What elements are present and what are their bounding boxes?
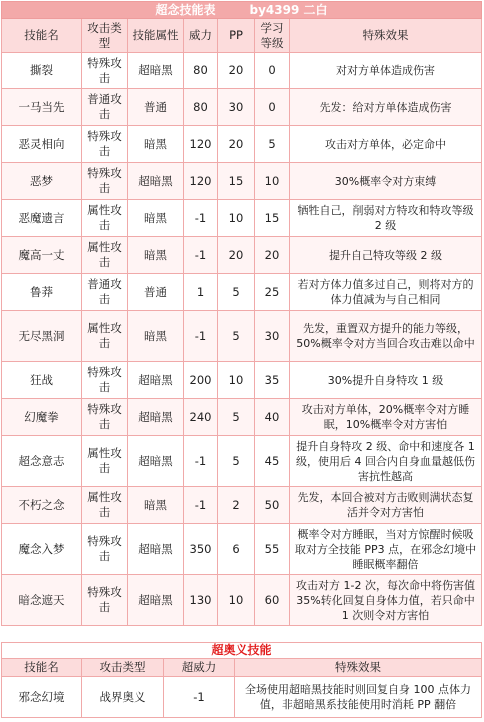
table-row	[2, 575, 482, 626]
skill-attr: 普通	[128, 89, 184, 126]
ultimate-title: 超奥义技能	[2, 643, 482, 659]
skill-effect: 30%提升自身特攻 1 级	[290, 362, 482, 399]
skill-type: 普通攻击	[82, 89, 128, 126]
skill-effect: 先发，重置双方提升的能力等级，50%概率令对方当回合攻击难以命中	[290, 311, 482, 362]
ultimate-skill-power: -1	[164, 677, 235, 718]
skill-power: 120	[184, 126, 218, 163]
header-type: 攻击类型	[82, 19, 128, 53]
skill-type: 属性攻击	[82, 200, 128, 237]
skill-type: 特殊攻击	[82, 126, 128, 163]
skill-pp: 10	[218, 200, 255, 237]
skill-level: 0	[255, 53, 290, 89]
skill-name: 暗念遮天	[2, 575, 82, 626]
skill-effect: 若对方体力值多过自己，则将对方的体力值减为与自己相同	[290, 274, 482, 311]
skill-power: 120	[184, 163, 218, 200]
ultimate-skill-name: 邪念幻境	[2, 677, 82, 718]
skill-level: 0	[255, 89, 290, 126]
skill-attr: 暗黑	[128, 487, 184, 524]
skill-attr: 暗黑	[128, 237, 184, 274]
skill-attr: 普通	[128, 274, 184, 311]
skill-pp: 2	[218, 487, 255, 524]
skill-type: 特殊攻击	[82, 53, 128, 89]
ultimate-header-effect: 特殊效果	[235, 659, 482, 677]
skill-pp: 5	[218, 399, 255, 436]
skill-type: 特殊攻击	[82, 163, 128, 200]
skill-attr: 超暗黑	[128, 524, 184, 575]
skill-attr: 暗黑	[128, 126, 184, 163]
header-pp: PP	[218, 19, 255, 53]
skill-type: 属性攻击	[82, 436, 128, 487]
skill-name: 无尽黑洞	[2, 311, 82, 362]
skill-power: 200	[184, 362, 218, 399]
skill-name: 魔高一丈	[2, 237, 82, 274]
skill-level: 50	[255, 487, 290, 524]
skill-attr: 暗黑	[128, 311, 184, 362]
skill-power: -1	[184, 436, 218, 487]
skill-pp: 5	[218, 311, 255, 362]
skill-type: 属性攻击	[82, 237, 128, 274]
skill-effect: 攻击对方 1-2 次，每次命中将伤害值 35%转化回复自身体力值，若只命中 1 次则令对方害怕	[290, 575, 482, 626]
skill-pp: 5	[218, 436, 255, 487]
header-level: 学习等级	[255, 19, 290, 53]
skill-level: 40	[255, 399, 290, 436]
table-row	[2, 362, 482, 399]
ultimate-skill-table	[1, 642, 482, 718]
skill-name: 不朽之念	[2, 487, 82, 524]
skill-effect: 先发，本回合被对方击败则满状态复活并令对方害怕	[290, 487, 482, 524]
table-row	[2, 399, 482, 436]
skill-effect: 攻击对方单体，必定命中	[290, 126, 482, 163]
skill-power: -1	[184, 487, 218, 524]
table-row	[2, 163, 482, 200]
table-row	[2, 237, 482, 274]
table-row	[2, 487, 482, 524]
skill-name: 一马当先	[2, 89, 82, 126]
ultimate-header-row	[2, 659, 482, 677]
title-text: 超念技能表	[155, 2, 216, 17]
skill-name: 幻魔拳	[2, 399, 82, 436]
skill-effect: 30%概率令对方束缚	[290, 163, 482, 200]
skill-pp: 10	[218, 575, 255, 626]
ultimate-header-name: 技能名	[2, 659, 82, 677]
skill-level: 45	[255, 436, 290, 487]
skill-level: 20	[255, 237, 290, 274]
skill-name: 超念意志	[2, 436, 82, 487]
ultimate-title-row	[2, 643, 482, 659]
skill-pp: 30	[218, 89, 255, 126]
header-power: 威力	[184, 19, 218, 53]
skill-attr: 超暗黑	[128, 53, 184, 89]
skill-level: 5	[255, 126, 290, 163]
table-row	[2, 436, 482, 487]
header-name: 技能名	[2, 19, 82, 53]
skill-effect: 提升自身特攻 2 级、命中和速度各 1 级，使用后 4 回合内自身血量越低伤害抗性越高	[290, 436, 482, 487]
skill-name: 撕裂	[2, 53, 82, 89]
skill-type: 属性攻击	[82, 487, 128, 524]
skill-type: 特殊攻击	[82, 362, 128, 399]
ultimate-skill-effect: 全场使用超暗黑技能时则回复自身 100 点体力值，非超暗黑系技能使用时消耗 PP 翻倍	[235, 677, 482, 718]
header-effect: 特殊效果	[290, 19, 482, 53]
skill-level: 25	[255, 274, 290, 311]
skill-effect: 攻击对方单体，20%概率令对方睡眠，10%概率令对方害怕	[290, 399, 482, 436]
skill-power: 80	[184, 89, 218, 126]
skill-name: 恶魔遗言	[2, 200, 82, 237]
skill-attr: 超暗黑	[128, 436, 184, 487]
skill-pp: 20	[218, 237, 255, 274]
ultimate-skill-type: 战界奥义	[82, 677, 164, 718]
skill-attr: 超暗黑	[128, 575, 184, 626]
skill-type: 普通攻击	[82, 274, 128, 311]
skill-type: 特殊攻击	[82, 575, 128, 626]
skill-effect: 牺牲自己，削弱对方特攻和特攻等级 2 级	[290, 200, 482, 237]
table-row	[2, 126, 482, 163]
header-row	[2, 19, 482, 53]
skill-name: 鲁莽	[2, 274, 82, 311]
table-row	[2, 274, 482, 311]
skill-type: 特殊攻击	[82, 399, 128, 436]
skill-attr: 超暗黑	[128, 362, 184, 399]
skill-name: 魔念入梦	[2, 524, 82, 575]
skill-pp: 5	[218, 274, 255, 311]
skill-effect: 概率令对方睡眠，当对方惊醒时候吸取对方全技能 PP3 点，在邪念幻境中睡眠概率翻倍	[290, 524, 482, 575]
table-title	[2, 2, 482, 19]
skill-type: 特殊攻击	[82, 524, 128, 575]
skill-pp: 10	[218, 362, 255, 399]
skill-effect: 对对方单体造成伤害	[290, 53, 482, 89]
skill-level: 30	[255, 311, 290, 362]
skill-level: 55	[255, 524, 290, 575]
skill-power: 1	[184, 274, 218, 311]
table-row	[2, 53, 482, 89]
skill-level: 10	[255, 163, 290, 200]
ultimate-header-type: 攻击类型	[82, 659, 164, 677]
table-row	[2, 677, 482, 718]
skill-power: -1	[184, 311, 218, 362]
skill-attr: 超暗黑	[128, 163, 184, 200]
skill-power: -1	[184, 200, 218, 237]
skill-effect: 先发：给对方单体造成伤害	[290, 89, 482, 126]
table-row	[2, 524, 482, 575]
skill-pp: 15	[218, 163, 255, 200]
skill-table	[1, 1, 482, 626]
credit-text: by4399 二白	[249, 2, 328, 17]
skill-power: 350	[184, 524, 218, 575]
skill-name: 恶灵相向	[2, 126, 82, 163]
table-row	[2, 200, 482, 237]
skill-effect: 提升自己特攻等级 2 级	[290, 237, 482, 274]
skill-pp: 20	[218, 126, 255, 163]
skill-power: 80	[184, 53, 218, 89]
ultimate-header-power: 超威力	[164, 659, 235, 677]
skill-name: 狂战	[2, 362, 82, 399]
header-attr: 技能属性	[128, 19, 184, 53]
table-row	[2, 311, 482, 362]
skill-name: 恶梦	[2, 163, 82, 200]
skill-level: 35	[255, 362, 290, 399]
skill-power: -1	[184, 237, 218, 274]
skill-pp: 6	[218, 524, 255, 575]
skill-power: 130	[184, 575, 218, 626]
table-row	[2, 89, 482, 126]
skill-level: 60	[255, 575, 290, 626]
skill-attr: 暗黑	[128, 200, 184, 237]
skill-type: 属性攻击	[82, 311, 128, 362]
skill-pp: 20	[218, 53, 255, 89]
skill-attr: 超暗黑	[128, 399, 184, 436]
skill-level: 15	[255, 200, 290, 237]
table-title-row	[2, 2, 482, 19]
skill-power: 240	[184, 399, 218, 436]
